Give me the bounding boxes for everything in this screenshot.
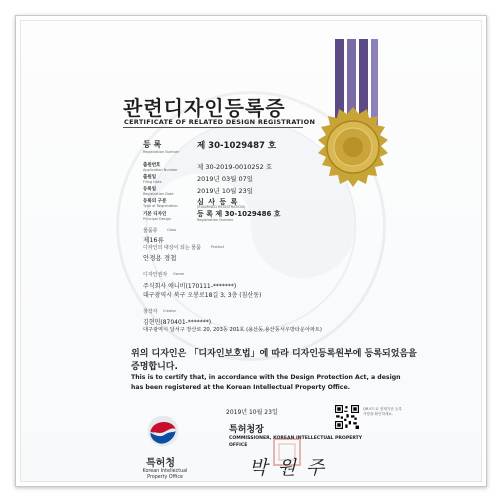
statement-ko-line1: 위의 디자인은 「디자인보호법」에 따라 디자인등록원부에 등록되었음을 [131,349,417,359]
certificate-paper [20,20,482,482]
title-divider [123,127,303,128]
product-sublabel: Product [211,245,225,249]
registration-sublabel: Registration Number [143,150,180,154]
qr-caption: QR코드로 현재기준 등록사항을 확인하세요. [363,407,402,416]
class-value: 제16류 [143,236,164,244]
application-sublabel: Application Number [143,168,178,172]
kipo-logo-icon [145,413,181,449]
creator-sublabel: Creator [163,309,177,313]
kipo-name-en: Korean Intellectual Property Office [142,469,188,480]
filing-date-sublabel: Filing Date [143,180,162,184]
creator-address: 대구광역시 달서구 장산로 20, 203동 201호 (용산동,용산동서우방타운아파트) [143,327,322,333]
registration-number: 제 30-1029487 호 [197,141,277,151]
certification-statement-ko [131,348,417,374]
certificate-subtitle: CERTIFICATE OF RELATED DESIGN REGISTRATION [124,118,316,126]
registration-date: 2019년 10월 23일 [197,187,254,195]
owner-sublabel: Owner [173,272,185,276]
principal-design-number: 등 록 제 30-1029486 호 [197,210,281,218]
principal-design-label: 기본 디자인 [143,212,167,217]
class-label: 물품류 [143,228,158,234]
owner-name: 주식회사 애니비(170111-*******) [143,283,237,290]
qr-code-icon[interactable] [335,405,359,429]
certificate-title: 관련디자인등록증 [123,96,286,120]
creator-name: 김현민(870401-*******) [143,319,212,326]
product-label: 디자인의 대상이 되는 물품 [143,245,201,251]
filing-date-label: 출원일 [143,175,157,180]
class-sublabel: Class [167,228,177,232]
registration-date-label: 등록일 [143,187,157,192]
certificate-frame [15,15,487,487]
registration-type: 심 사 등 록 [197,198,239,206]
application-number: 제 30-2019-0010252 호 [197,163,273,171]
commissioner-signature: 박 원 주 [249,457,327,479]
application-label: 출원번호 [143,163,161,168]
certification-statement-en: This is to certify that, in accordance with the Design Protection Act, a design has been registered at the Korean Intellectual Property Office. [131,374,401,391]
owner-label: 디자인권자 [143,272,168,278]
statement-ko-line2: 증명합니다. [131,362,178,372]
registration-type-label: 등록의 구분 [143,199,167,204]
owner-address: 대구광역시 북구 오봉로18길 3, 3층 (침산동) [143,292,262,299]
filing-date: 2019년 03월 07일 [197,175,254,183]
principal-design-sublabel: Principal Design [143,217,172,221]
principal-design-en: Registration Number [197,218,234,222]
registration-label: 등 록 [143,140,162,149]
registration-type-en: (EXAMINED REGISTRATION) [197,205,246,209]
product-value: 안경용 경첩 [143,254,177,262]
commissioner-title-en: COMMISSIONER, KOREAN INTELLECTUAL PROPERTY OFFICE [229,436,363,448]
registration-date-sublabel: Registration Date [143,192,174,196]
issue-date: 2019년 10월 23일 [226,409,278,416]
commissioner-title: 특허청장 [229,425,264,435]
registration-type-sublabel: Type of Registration [143,204,178,208]
creator-label: 창작자 [143,309,158,315]
kipo-name-ko: 특허청 [146,458,175,469]
